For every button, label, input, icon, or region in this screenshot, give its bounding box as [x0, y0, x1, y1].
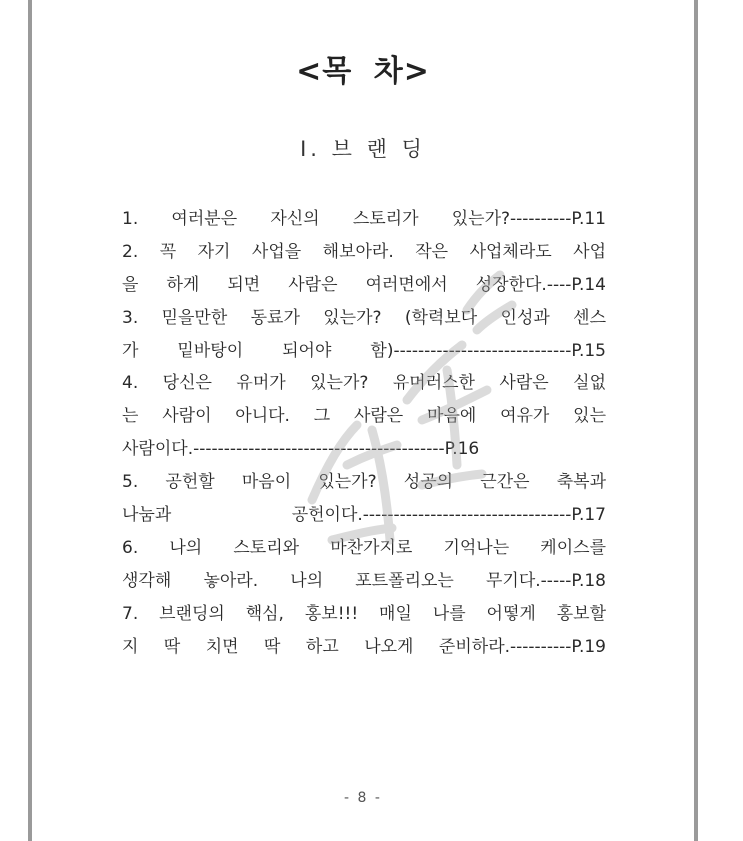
toc-line: 가 밑바탕이 되어야 함)-----------------------------P.15 — [122, 340, 606, 361]
toc-line: 6. 나의 스토리와 마찬가지로 기억나는 케이스를 — [122, 537, 606, 558]
page-border-right — [694, 0, 698, 841]
toc-line: 을 하게 되면 사람은 여러면에서 성장한다.----P.14 — [122, 274, 606, 295]
toc-line: 2. 꼭 자기 사업을 해보아라. 작은 사업체라도 사업 — [122, 241, 606, 262]
toc-line: 4. 당신은 유머가 있는가? 유머러스한 사람은 실없 — [122, 373, 606, 394]
page-number: - 8 - — [344, 790, 382, 806]
toc-line: 나눔과 공헌이다.----------------------------------P.17 — [122, 505, 606, 526]
toc-line: 3. 믿을만한 동료가 있는가? (학력보다 인성과 센스 — [122, 307, 606, 328]
document-page — [32, 0, 694, 841]
toc-line: 생각해 놓아라. 나의 포트폴리오는 무기다.-----P.18 — [122, 570, 606, 591]
page-title: <목 차> — [296, 54, 430, 89]
toc-line: 5. 공헌할 마음이 있는가? 성공의 근간은 축복과 — [122, 472, 606, 493]
section-heading: I. 브 랜 딩 — [300, 137, 426, 161]
toc-line: 1. 여러분은 자신의 스토리가 있는가?----------P.11 — [122, 209, 606, 229]
toc-line: 지 딱 치면 딱 하고 나오게 준비하라.----------P.19 — [122, 636, 606, 657]
toc-line: 는 사람이 아니다. 그 사람은 마음에 여유가 있는 — [122, 406, 606, 427]
toc-line: 7. 브랜딩의 핵심, 홍보!!! 매일 나를 어떻게 홍보할 — [122, 603, 606, 624]
table-of-contents — [122, 203, 606, 663]
toc-line: 사람이다.-----------------------------------------P.16 — [122, 439, 480, 460]
